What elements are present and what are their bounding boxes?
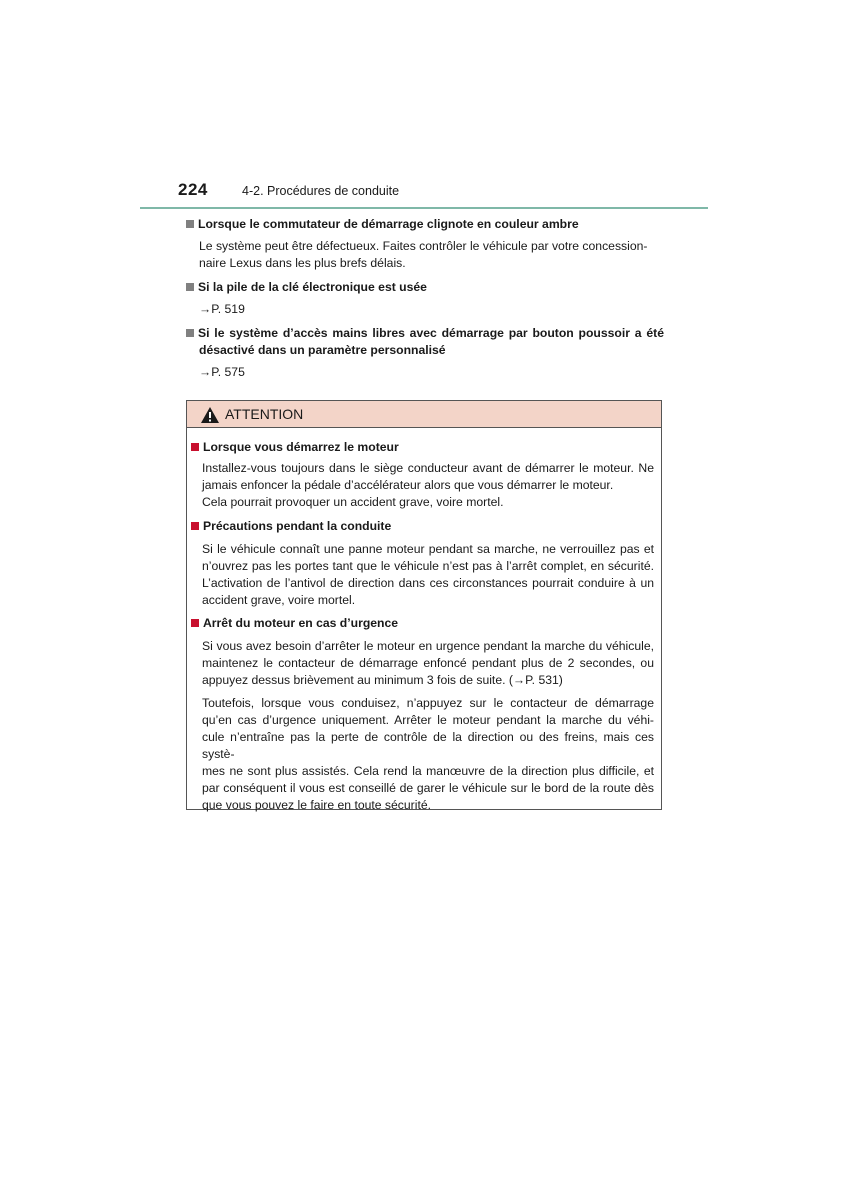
item-heading-3: Si le système d’accès mains libres avec démarrage par bouton poussoir a été désactivé dans un paramètre personnalisé [186, 325, 664, 359]
item-heading-1: Lorsque le commutateur de démarrage clignote en couleur ambre [186, 216, 579, 233]
item-body-1: Le système peut être défectueux. Faites contrôler le véhicule par votre concession- naire Lexus dans les plus brefs délais. [199, 239, 648, 270]
section-title: 4-2. Procédures de conduite [242, 184, 400, 198]
page-header [178, 180, 708, 206]
attention-header [187, 401, 661, 428]
warning-triangle-icon [200, 406, 220, 424]
page-number: 224 [178, 180, 208, 199]
item-ref-3: →P. 575 [199, 365, 245, 379]
item-ref-2: →P. 519 [199, 302, 245, 316]
bullet-square-icon [191, 522, 199, 530]
warning-heading-1: Lorsque vous démarrez le moteur [191, 439, 399, 456]
attention-title: ATTENTION [225, 406, 304, 422]
bullet-square-icon [186, 220, 194, 228]
bullet-square-icon [186, 329, 194, 337]
header-rule [140, 207, 708, 209]
bullet-square-icon [186, 283, 194, 291]
item-heading-2: Si la pile de la clé électronique est usée [186, 279, 427, 296]
warning-heading-3: Arrêt du moteur en cas d’urgence [191, 615, 398, 632]
attention-box [186, 400, 662, 810]
bullet-square-icon [191, 443, 199, 451]
warning-body-1: Installez-vous toujours dans le siège conducteur avant de démarrer le moteur. Ne jamais enfoncer la pédale d’accélérateur alors que vous démarrer le moteur. Cela pourrait provoquer un accident grave, voire mortel. [202, 461, 654, 509]
bullet-square-icon [191, 619, 199, 627]
warning-body-2: Si le véhicule connaît une panne moteur pendant sa marche, ne verrouillez pas et n’ouvrez pas les portes tant que le véhicule n’est pas à l’arrêt complet, en sécurité. L’activation de l’antivol de direction dans ces circonstances pourrait conduire à un accident grave, voire mortel. [202, 542, 654, 607]
warning-body-3a: Si vous avez besoin d’arrêter le moteur en urgence pendant la marche du véhicule, maintenez le contacteur de démarrage enfoncé pendant plus de 2 secondes, ou appuyez dessus brièvement au minimum 3 fois de suite. (→P. 531) [202, 639, 654, 687]
warning-body-3b: Toutefois, lorsque vous conduisez, n’appuyez sur le contacteur de démarrage qu’en cas d’urgence uniquement. Arrêter le moteur pendant la marche du véhi- cule n’entraîne pas la perte de contrôle de la direction ou des freins, mais ces systè- mes ne sont plus assistés. Cela rend la manœuvre de la direction plus difficile, et par conséquent il vous est conseillé de garer le véhicule sur le bord de la route dès que vous pouvez le faire en toute sécurité. [202, 696, 654, 812]
warning-heading-2: Précautions pendant la conduite [191, 518, 391, 535]
